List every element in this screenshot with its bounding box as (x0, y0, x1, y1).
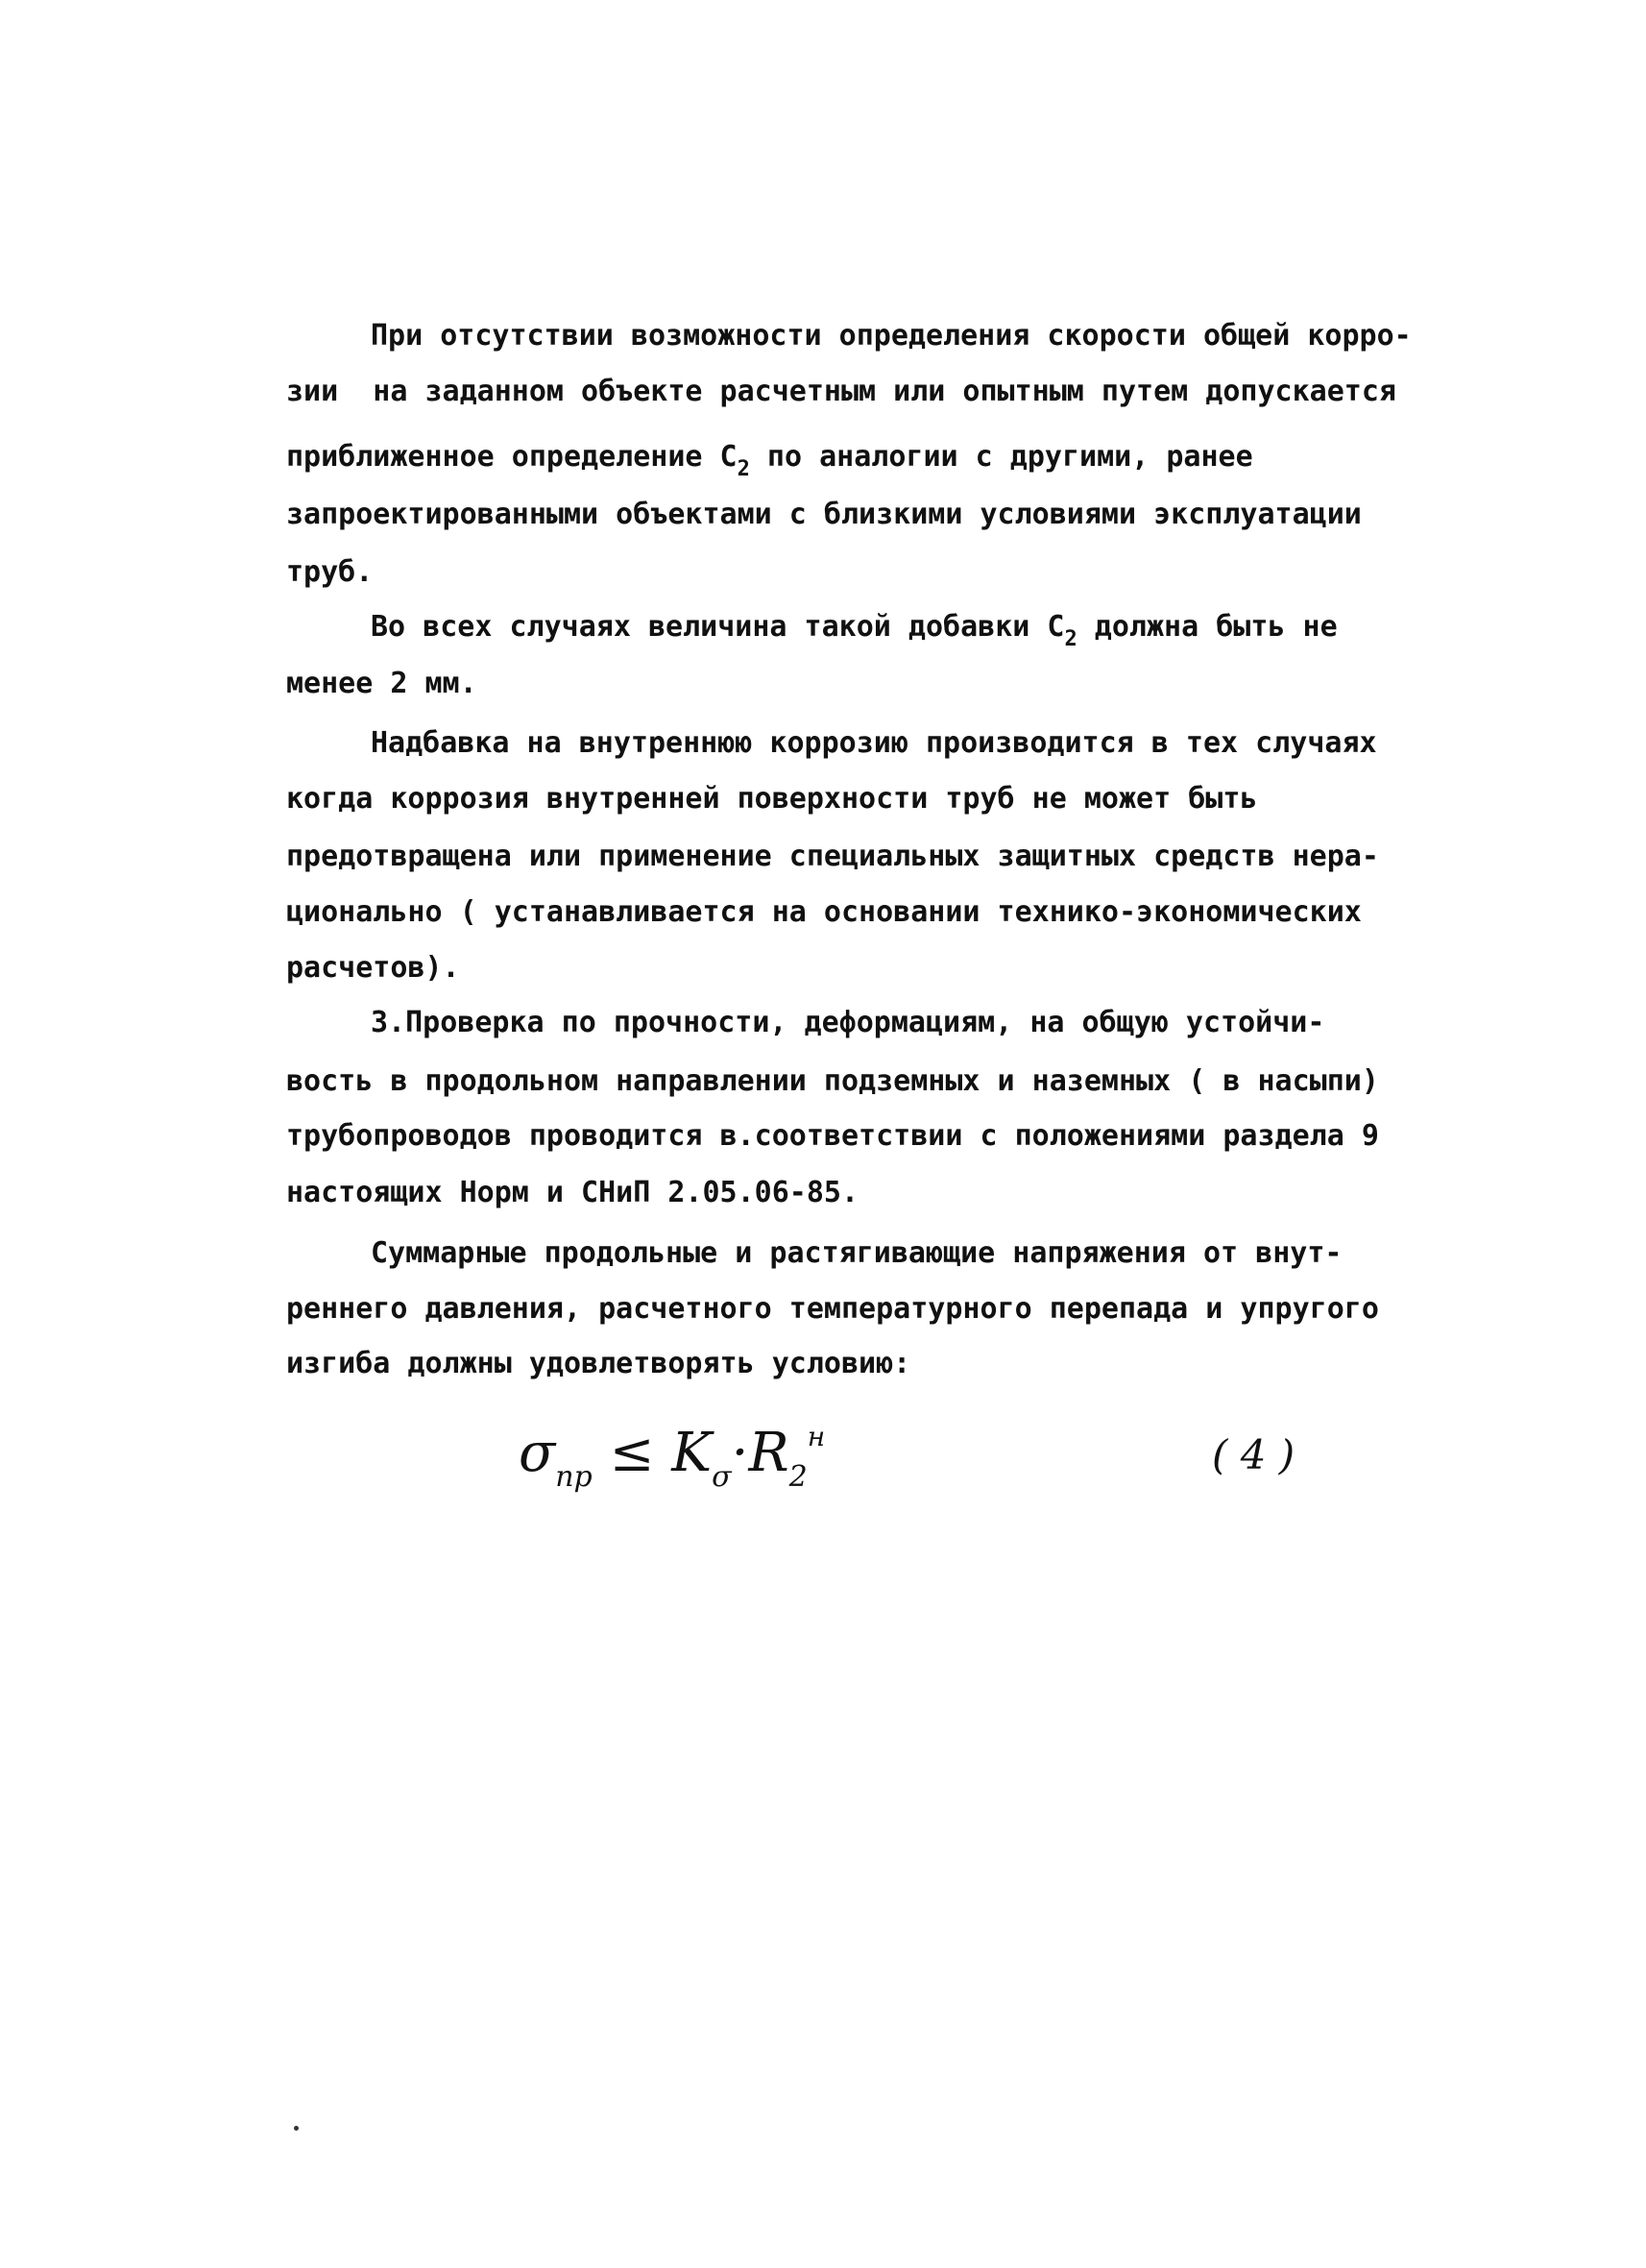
paragraph-line: Во всех случаях величина такой добавки $С_2$ должна быть не (371, 610, 1338, 651)
paragraph-line: При отсутствии возможности определения скорости общей корро- (371, 319, 1412, 353)
paragraph-line: изгиба должны удовлетворять условию: (286, 1347, 911, 1380)
paragraph-line: реннего давления, расчетного температурного перепада и упругого (286, 1292, 1379, 1326)
paragraph-line: настоящих Норм и СНиП 2.05.06-85. (286, 1176, 859, 1209)
paragraph-line: менее 2 мм. (286, 667, 477, 700)
paragraph-line: Надбавка на внутреннюю коррозию производится в тех случаях (371, 726, 1377, 760)
less-equal-symbol: ≤ (592, 1422, 672, 1484)
paragraph-line: труб. (286, 555, 374, 589)
paragraph-line: трубопроводов проводится в.соответствии с положениями раздела 9 (286, 1119, 1379, 1153)
sigma-subscript: пр (555, 1460, 593, 1494)
r-superscript: н (807, 1421, 826, 1452)
paragraph-line: зии на заданном объекте расчетным или опытным путем допускается (286, 375, 1396, 408)
paragraph-line: когда коррозия внутренней поверхности труб не может быть (286, 782, 1258, 816)
sigma-symbol: σ (519, 1422, 556, 1484)
paragraph-line: Суммарные продольные и растягивающие напряжения от внут- (371, 1236, 1343, 1270)
formula (519, 1421, 826, 1494)
paragraph-line: расчетов). (286, 951, 460, 985)
r-symbol: R (748, 1422, 789, 1484)
paragraph-line: 3.Проверка по прочности, деформациям, на общую устойчи- (371, 1006, 1325, 1039)
r-subscript: 2 (788, 1460, 808, 1494)
paragraph-line: вость в продольном направлении подземных и наземных ( в насыпи) (286, 1064, 1379, 1098)
k-symbol: K (671, 1422, 713, 1484)
paragraph-line: приближенное определение $С_2$ по аналогии с другими, ранее (286, 440, 1253, 481)
equation-number: ( 4 ) (1212, 1431, 1295, 1478)
multiply-dot: · (731, 1422, 749, 1484)
paragraph-line: запроектированными объектами с близкими условиями эксплуатации (286, 498, 1362, 531)
k-subscript: σ (712, 1460, 732, 1494)
paragraph-line: ционально ( устанавливается на основании технико-экономических (286, 895, 1362, 929)
stray-mark (294, 2126, 299, 2131)
paragraph-line: предотвращена или применение специальных защитных средств нера- (286, 840, 1379, 873)
